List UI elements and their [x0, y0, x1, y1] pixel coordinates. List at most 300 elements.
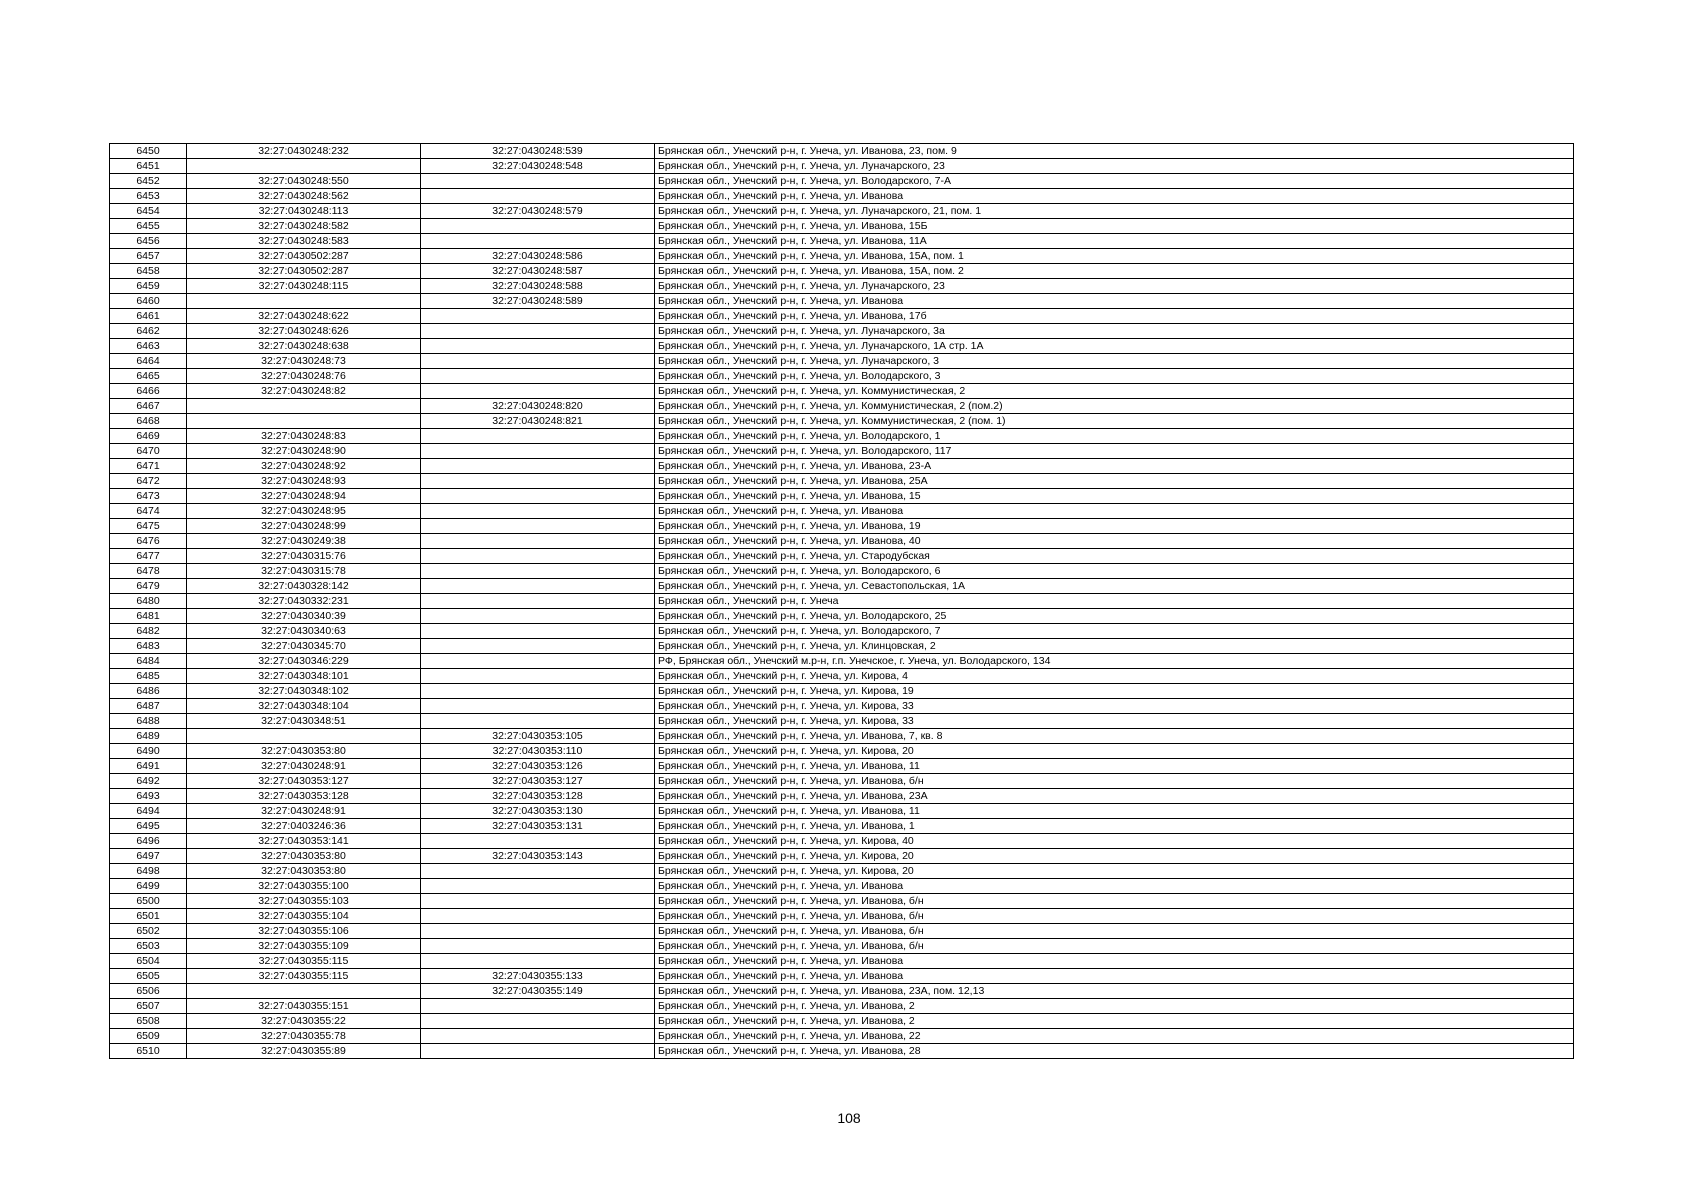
table-row	[110, 249, 1574, 264]
row-number-cell: 6450	[110, 144, 187, 159]
table-row	[110, 144, 1574, 159]
related-cadastral-number-cell	[421, 444, 655, 459]
address-cell: Брянская обл., Унечский р-н, г. Унеча, ул. Иванова, 28	[655, 1044, 1574, 1059]
address-cell: Брянская обл., Унечский р-н, г. Унеча, ул. Иванова, 19	[655, 519, 1574, 534]
row-number-cell: 6505	[110, 969, 187, 984]
cadastral-number-cell: 32:27:0430355:109	[187, 939, 421, 954]
table-row	[110, 294, 1574, 309]
related-cadastral-number-cell	[421, 234, 655, 249]
cadastral-number-cell: 32:27:0430355:22	[187, 1014, 421, 1029]
address-cell: Брянская обл., Унечский р-н, г. Унеча, ул. Иванова, 25А	[655, 474, 1574, 489]
related-cadastral-number-cell: 32:27:0430248:820	[421, 399, 655, 414]
table-row	[110, 729, 1574, 744]
table-row	[110, 549, 1574, 564]
cadastral-number-cell: 32:27:0430348:102	[187, 684, 421, 699]
cadastral-number-cell: 32:27:0430502:287	[187, 249, 421, 264]
address-cell: Брянская обл., Унечский р-н, г. Унеча, ул. Кирова, 33	[655, 714, 1574, 729]
row-number-cell: 6497	[110, 849, 187, 864]
address-cell: Брянская обл., Унечский р-н, г. Унеча, ул. Кирова, 40	[655, 834, 1574, 849]
address-cell: Брянская обл., Унечский р-н, г. Унеча, ул. Иванова	[655, 969, 1574, 984]
address-cell: Брянская обл., Унечский р-н, г. Унеча, ул. Иванова	[655, 879, 1574, 894]
address-cell: Брянская обл., Унечский р-н, г. Унеча, ул. Коммунистическая, 2 (пом.2)	[655, 399, 1574, 414]
table-row	[110, 744, 1574, 759]
table-row	[110, 639, 1574, 654]
table-row	[110, 429, 1574, 444]
cadastral-number-cell: 32:27:0430248:93	[187, 474, 421, 489]
table-row	[110, 474, 1574, 489]
table-row	[110, 579, 1574, 594]
row-number-cell: 6464	[110, 354, 187, 369]
address-cell: Брянская обл., Унечский р-н, г. Унеча, ул. Володарского, 3	[655, 369, 1574, 384]
row-number-cell: 6456	[110, 234, 187, 249]
row-number-cell: 6498	[110, 864, 187, 879]
table-row	[110, 924, 1574, 939]
cadastral-number-cell	[187, 729, 421, 744]
cadastral-number-cell: 32:27:0430502:287	[187, 264, 421, 279]
related-cadastral-number-cell: 32:27:0430353:143	[421, 849, 655, 864]
related-cadastral-number-cell	[421, 354, 655, 369]
row-number-cell: 6468	[110, 414, 187, 429]
table-row	[110, 834, 1574, 849]
cadastral-number-cell: 32:27:0430355:89	[187, 1044, 421, 1059]
address-cell: Брянская обл., Унечский р-н, г. Унеча, ул. Иванова, 2	[655, 1014, 1574, 1029]
related-cadastral-number-cell	[421, 564, 655, 579]
related-cadastral-number-cell: 32:27:0430353:105	[421, 729, 655, 744]
related-cadastral-number-cell	[421, 474, 655, 489]
table-row	[110, 564, 1574, 579]
table-row	[110, 669, 1574, 684]
table-row	[110, 699, 1574, 714]
address-cell: Брянская обл., Унечский р-н, г. Унеча, ул. Иванова, 23А	[655, 789, 1574, 804]
address-cell: Брянская обл., Унечский р-н, г. Унеча, ул. Стародубская	[655, 549, 1574, 564]
related-cadastral-number-cell	[421, 1029, 655, 1044]
registry-table	[109, 143, 1574, 1059]
address-cell: Брянская обл., Унечский р-н, г. Унеча, ул. Иванова, б/н	[655, 924, 1574, 939]
cadastral-number-cell: 32:27:0430355:106	[187, 924, 421, 939]
cadastral-number-cell: 32:27:0430248:99	[187, 519, 421, 534]
table-row	[110, 504, 1574, 519]
row-number-cell: 6482	[110, 624, 187, 639]
row-number-cell: 6487	[110, 699, 187, 714]
cadastral-number-cell: 32:27:0430340:39	[187, 609, 421, 624]
address-cell: Брянская обл., Унечский р-н, г. Унеча, ул. Кирова, 20	[655, 849, 1574, 864]
related-cadastral-number-cell	[421, 534, 655, 549]
table-row	[110, 594, 1574, 609]
row-number-cell: 6478	[110, 564, 187, 579]
table-row	[110, 534, 1574, 549]
cadastral-number-cell: 32:27:0430248:550	[187, 174, 421, 189]
address-cell: Брянская обл., Унечский р-н, г. Унеча, ул. Иванова	[655, 504, 1574, 519]
address-cell: Брянская обл., Унечский р-н, г. Унеча, ул. Иванова, 11	[655, 759, 1574, 774]
table-row	[110, 309, 1574, 324]
row-number-cell: 6491	[110, 759, 187, 774]
cadastral-number-cell: 32:27:0430248:638	[187, 339, 421, 354]
row-number-cell: 6499	[110, 879, 187, 894]
related-cadastral-number-cell: 32:27:0430248:548	[421, 159, 655, 174]
address-cell: Брянская обл., Унечский р-н, г. Унеча, ул. Луначарского, 23	[655, 279, 1574, 294]
related-cadastral-number-cell	[421, 609, 655, 624]
cadastral-number-cell: 32:27:0430328:142	[187, 579, 421, 594]
related-cadastral-number-cell	[421, 1044, 655, 1059]
cadastral-number-cell: 32:27:0430355:151	[187, 999, 421, 1014]
address-cell: Брянская обл., Унечский р-н, г. Унеча, ул. Иванова, 17б	[655, 309, 1574, 324]
table-row	[110, 219, 1574, 234]
related-cadastral-number-cell	[421, 489, 655, 504]
cadastral-number-cell: 32:27:0430248:91	[187, 804, 421, 819]
row-number-cell: 6460	[110, 294, 187, 309]
row-number-cell: 6501	[110, 909, 187, 924]
row-number-cell: 6471	[110, 459, 187, 474]
cadastral-number-cell	[187, 159, 421, 174]
related-cadastral-number-cell	[421, 714, 655, 729]
table-row	[110, 819, 1574, 834]
address-cell: Брянская обл., Унечский р-н, г. Унеча, ул. Иванова, 15А, пом. 2	[655, 264, 1574, 279]
cadastral-number-cell: 32:27:0430248:94	[187, 489, 421, 504]
cadastral-number-cell: 32:27:0430248:82	[187, 384, 421, 399]
cadastral-number-cell: 32:27:0430248:73	[187, 354, 421, 369]
cadastral-number-cell: 32:27:0430353:80	[187, 864, 421, 879]
row-number-cell: 6509	[110, 1029, 187, 1044]
row-number-cell: 6503	[110, 939, 187, 954]
table-row	[110, 789, 1574, 804]
row-number-cell: 6508	[110, 1014, 187, 1029]
address-cell: Брянская обл., Унечский р-н, г. Унеча, ул. Луначарского, 3а	[655, 324, 1574, 339]
address-cell: Брянская обл., Унечский р-н, г. Унеча, ул. Иванова, 11	[655, 804, 1574, 819]
table-row	[110, 339, 1574, 354]
address-cell: Брянская обл., Унечский р-н, г. Унеча, ул. Коммунистическая, 2 (пом. 1)	[655, 414, 1574, 429]
cadastral-number-cell: 32:27:0430355:115	[187, 954, 421, 969]
related-cadastral-number-cell	[421, 999, 655, 1014]
table-row	[110, 684, 1574, 699]
related-cadastral-number-cell: 32:27:0430353:126	[421, 759, 655, 774]
address-cell: Брянская обл., Унечский р-н, г. Унеча, ул. Иванова, 1	[655, 819, 1574, 834]
address-cell: Брянская обл., Унечский р-н, г. Унеча, ул. Луначарского, 1А стр. 1А	[655, 339, 1574, 354]
row-number-cell: 6472	[110, 474, 187, 489]
related-cadastral-number-cell	[421, 894, 655, 909]
address-cell: Брянская обл., Унечский р-н, г. Унеча, ул. Иванова, 15	[655, 489, 1574, 504]
row-number-cell: 6476	[110, 534, 187, 549]
row-number-cell: 6496	[110, 834, 187, 849]
row-number-cell: 6459	[110, 279, 187, 294]
related-cadastral-number-cell	[421, 459, 655, 474]
table-row	[110, 999, 1574, 1014]
cadastral-number-cell	[187, 294, 421, 309]
address-cell: Брянская обл., Унечский р-н, г. Унеча, ул. Коммунистическая, 2	[655, 384, 1574, 399]
related-cadastral-number-cell	[421, 699, 655, 714]
address-cell: Брянская обл., Унечский р-н, г. Унеча, ул. Кирова, 20	[655, 744, 1574, 759]
table-row	[110, 519, 1574, 534]
cadastral-number-cell: 32:27:0430353:127	[187, 774, 421, 789]
cadastral-number-cell: 32:27:0430355:103	[187, 894, 421, 909]
address-cell: Брянская обл., Унечский р-н, г. Унеча, ул. Иванова	[655, 294, 1574, 309]
related-cadastral-number-cell: 32:27:0430353:128	[421, 789, 655, 804]
related-cadastral-number-cell	[421, 219, 655, 234]
table-row	[110, 354, 1574, 369]
table-row	[110, 1014, 1574, 1029]
related-cadastral-number-cell: 32:27:0430248:579	[421, 204, 655, 219]
table-row	[110, 984, 1574, 999]
row-number-cell: 6454	[110, 204, 187, 219]
cadastral-number-cell: 32:27:0430315:76	[187, 549, 421, 564]
address-cell: Брянская обл., Унечский р-н, г. Унеча, ул. Иванова, 22	[655, 1029, 1574, 1044]
cadastral-number-cell: 32:27:0430355:100	[187, 879, 421, 894]
address-cell: Брянская обл., Унечский р-н, г. Унеча, ул. Иванова, 11А	[655, 234, 1574, 249]
related-cadastral-number-cell	[421, 384, 655, 399]
cadastral-number-cell	[187, 984, 421, 999]
row-number-cell: 6500	[110, 894, 187, 909]
row-number-cell: 6475	[110, 519, 187, 534]
cadastral-number-cell: 32:27:0430248:232	[187, 144, 421, 159]
cadastral-number-cell: 32:27:0430332:231	[187, 594, 421, 609]
related-cadastral-number-cell: 32:27:0430353:127	[421, 774, 655, 789]
table-row	[110, 324, 1574, 339]
related-cadastral-number-cell: 32:27:0430248:539	[421, 144, 655, 159]
address-cell: Брянская обл., Унечский р-н, г. Унеча	[655, 594, 1574, 609]
cadastral-number-cell: 32:27:0430353:80	[187, 744, 421, 759]
cadastral-number-cell	[187, 399, 421, 414]
related-cadastral-number-cell	[421, 924, 655, 939]
row-number-cell: 6504	[110, 954, 187, 969]
cadastral-number-cell: 32:27:0430348:101	[187, 669, 421, 684]
related-cadastral-number-cell: 32:27:0430353:130	[421, 804, 655, 819]
address-cell: Брянская обл., Унечский р-н, г. Унеча, ул. Володарского, 6	[655, 564, 1574, 579]
row-number-cell: 6467	[110, 399, 187, 414]
address-cell: Брянская обл., Унечский р-н, г. Унеча, ул. Иванова, 40	[655, 534, 1574, 549]
address-cell: Брянская обл., Унечский р-н, г. Унеча, ул. Кирова, 4	[655, 669, 1574, 684]
related-cadastral-number-cell: 32:27:0430248:587	[421, 264, 655, 279]
related-cadastral-number-cell	[421, 174, 655, 189]
row-number-cell: 6463	[110, 339, 187, 354]
related-cadastral-number-cell	[421, 639, 655, 654]
cadastral-number-cell: 32:27:0430248:83	[187, 429, 421, 444]
table-row	[110, 264, 1574, 279]
related-cadastral-number-cell	[421, 879, 655, 894]
related-cadastral-number-cell	[421, 1014, 655, 1029]
cadastral-number-cell: 32:27:0430355:78	[187, 1029, 421, 1044]
row-number-cell: 6473	[110, 489, 187, 504]
cadastral-number-cell: 32:27:0430355:104	[187, 909, 421, 924]
address-cell: Брянская обл., Унечский р-н, г. Унеча, ул. Иванова, 7, кв. 8	[655, 729, 1574, 744]
row-number-cell: 6495	[110, 819, 187, 834]
related-cadastral-number-cell: 32:27:0430248:821	[421, 414, 655, 429]
table-row	[110, 609, 1574, 624]
row-number-cell: 6451	[110, 159, 187, 174]
row-number-cell: 6488	[110, 714, 187, 729]
row-number-cell: 6452	[110, 174, 187, 189]
row-number-cell: 6484	[110, 654, 187, 669]
table-row	[110, 234, 1574, 249]
row-number-cell: 6469	[110, 429, 187, 444]
table-row	[110, 759, 1574, 774]
related-cadastral-number-cell	[421, 834, 655, 849]
table-row	[110, 1044, 1574, 1059]
table-row	[110, 369, 1574, 384]
row-number-cell: 6462	[110, 324, 187, 339]
row-number-cell: 6479	[110, 579, 187, 594]
related-cadastral-number-cell: 32:27:0430248:588	[421, 279, 655, 294]
address-cell: РФ, Брянская обл., Унечский м.р-н, г.п. Унечское, г. Унеча, ул. Володарского, 134	[655, 654, 1574, 669]
address-cell: Брянская обл., Унечский р-н, г. Унеча, ул. Иванова, 2	[655, 999, 1574, 1014]
address-cell: Брянская обл., Унечский р-н, г. Унеча, ул. Иванова	[655, 954, 1574, 969]
row-number-cell: 6485	[110, 669, 187, 684]
cadastral-number-cell: 32:27:0430248:76	[187, 369, 421, 384]
address-cell: Брянская обл., Унечский р-н, г. Унеча, ул. Иванова, 23, пом. 9	[655, 144, 1574, 159]
cadastral-number-cell: 32:27:0430353:128	[187, 789, 421, 804]
address-cell: Брянская обл., Унечский р-н, г. Унеча, ул. Иванова, б/н	[655, 894, 1574, 909]
table-row	[110, 399, 1574, 414]
related-cadastral-number-cell: 32:27:0430355:149	[421, 984, 655, 999]
table-row	[110, 159, 1574, 174]
cadastral-number-cell: 32:27:0403246:36	[187, 819, 421, 834]
cadastral-number-cell: 32:27:0430345:70	[187, 639, 421, 654]
row-number-cell: 6493	[110, 789, 187, 804]
cadastral-number-cell: 32:27:0430346:229	[187, 654, 421, 669]
table-row	[110, 489, 1574, 504]
cadastral-number-cell: 32:27:0430353:141	[187, 834, 421, 849]
cadastral-number-cell	[187, 414, 421, 429]
row-number-cell: 6461	[110, 309, 187, 324]
cadastral-number-cell: 32:27:0430353:80	[187, 849, 421, 864]
address-cell: Брянская обл., Унечский р-н, г. Унеча, ул. Иванова, 15А, пом. 1	[655, 249, 1574, 264]
row-number-cell: 6466	[110, 384, 187, 399]
related-cadastral-number-cell	[421, 909, 655, 924]
table-row	[110, 774, 1574, 789]
address-cell: Брянская обл., Унечский р-н, г. Унеча, ул. Иванова, 15Б	[655, 219, 1574, 234]
table-row	[110, 849, 1574, 864]
related-cadastral-number-cell	[421, 324, 655, 339]
related-cadastral-number-cell: 32:27:0430248:589	[421, 294, 655, 309]
table-row	[110, 459, 1574, 474]
table-row	[110, 384, 1574, 399]
row-number-cell: 6457	[110, 249, 187, 264]
row-number-cell: 6510	[110, 1044, 187, 1059]
row-number-cell: 6470	[110, 444, 187, 459]
related-cadastral-number-cell	[421, 669, 655, 684]
table-row	[110, 279, 1574, 294]
row-number-cell: 6486	[110, 684, 187, 699]
address-cell: Брянская обл., Унечский р-н, г. Унеча, ул. Кирова, 33	[655, 699, 1574, 714]
cadastral-number-cell: 32:27:0430340:63	[187, 624, 421, 639]
cadastral-number-cell: 32:27:0430248:92	[187, 459, 421, 474]
row-number-cell: 6502	[110, 924, 187, 939]
related-cadastral-number-cell	[421, 339, 655, 354]
row-number-cell: 6481	[110, 609, 187, 624]
table-row	[110, 879, 1574, 894]
related-cadastral-number-cell: 32:27:0430248:586	[421, 249, 655, 264]
address-cell: Брянская обл., Унечский р-н, г. Унеча, ул. Володарского, 7	[655, 624, 1574, 639]
related-cadastral-number-cell	[421, 309, 655, 324]
cadastral-number-cell: 32:27:0430315:78	[187, 564, 421, 579]
page-number: 108	[837, 1110, 861, 1126]
table-row	[110, 624, 1574, 639]
table-row	[110, 189, 1574, 204]
row-number-cell: 6494	[110, 804, 187, 819]
table-row	[110, 939, 1574, 954]
address-cell: Брянская обл., Унечский р-н, г. Унеча, ул. Володарского, 7-А	[655, 174, 1574, 189]
related-cadastral-number-cell	[421, 504, 655, 519]
table-row	[110, 969, 1574, 984]
related-cadastral-number-cell: 32:27:0430353:131	[421, 819, 655, 834]
table-row	[110, 714, 1574, 729]
row-number-cell: 6477	[110, 549, 187, 564]
related-cadastral-number-cell	[421, 519, 655, 534]
address-cell: Брянская обл., Унечский р-н, г. Унеча, ул. Луначарского, 3	[655, 354, 1574, 369]
cadastral-number-cell: 32:27:0430348:51	[187, 714, 421, 729]
table-row	[110, 444, 1574, 459]
cadastral-number-cell: 32:27:0430249:38	[187, 534, 421, 549]
address-cell: Брянская обл., Унечский р-н, г. Унеча, ул. Иванова, 23А, пом. 12,13	[655, 984, 1574, 999]
cadastral-number-cell: 32:27:0430248:582	[187, 219, 421, 234]
address-cell: Брянская обл., Унечский р-н, г. Унеча, ул. Володарского, 25	[655, 609, 1574, 624]
row-number-cell: 6480	[110, 594, 187, 609]
related-cadastral-number-cell	[421, 549, 655, 564]
table-row	[110, 909, 1574, 924]
cadastral-number-cell: 32:27:0430248:626	[187, 324, 421, 339]
row-number-cell: 6489	[110, 729, 187, 744]
address-cell: Брянская обл., Унечский р-н, г. Унеча, ул. Луначарского, 23	[655, 159, 1574, 174]
address-cell: Брянская обл., Унечский р-н, г. Унеча, ул. Севастопольская, 1А	[655, 579, 1574, 594]
row-number-cell: 6507	[110, 999, 187, 1014]
address-cell: Брянская обл., Унечский р-н, г. Унеча, ул. Иванова, б/н	[655, 774, 1574, 789]
cadastral-number-cell: 32:27:0430248:95	[187, 504, 421, 519]
table-row	[110, 654, 1574, 669]
related-cadastral-number-cell	[421, 684, 655, 699]
related-cadastral-number-cell	[421, 954, 655, 969]
cadastral-number-cell: 32:27:0430248:583	[187, 234, 421, 249]
table-row	[110, 1029, 1574, 1044]
row-number-cell: 6455	[110, 219, 187, 234]
related-cadastral-number-cell: 32:27:0430355:133	[421, 969, 655, 984]
address-cell: Брянская обл., Унечский р-н, г. Унеча, ул. Кирова, 19	[655, 684, 1574, 699]
table-row	[110, 954, 1574, 969]
address-cell: Брянская обл., Унечский р-н, г. Унеча, ул. Иванова, б/н	[655, 909, 1574, 924]
related-cadastral-number-cell	[421, 189, 655, 204]
cadastral-number-cell: 32:27:0430348:104	[187, 699, 421, 714]
table-row	[110, 804, 1574, 819]
address-cell: Брянская обл., Унечский р-н, г. Унеча, ул. Иванова	[655, 189, 1574, 204]
address-cell: Брянская обл., Унечский р-н, г. Унеча, ул. Володарского, 117	[655, 444, 1574, 459]
related-cadastral-number-cell	[421, 579, 655, 594]
row-number-cell: 6483	[110, 639, 187, 654]
related-cadastral-number-cell: 32:27:0430353:110	[421, 744, 655, 759]
cadastral-number-cell: 32:27:0430248:562	[187, 189, 421, 204]
table-row	[110, 174, 1574, 189]
table-row	[110, 204, 1574, 219]
related-cadastral-number-cell	[421, 939, 655, 954]
address-cell: Брянская обл., Унечский р-н, г. Унеча, ул. Луначарского, 21, пом. 1	[655, 204, 1574, 219]
related-cadastral-number-cell	[421, 594, 655, 609]
cadastral-number-cell: 32:27:0430248:113	[187, 204, 421, 219]
cadastral-number-cell: 32:27:0430248:91	[187, 759, 421, 774]
row-number-cell: 6474	[110, 504, 187, 519]
address-cell: Брянская обл., Унечский р-н, г. Унеча, ул. Иванова, 23-А	[655, 459, 1574, 474]
related-cadastral-number-cell	[421, 624, 655, 639]
table-row	[110, 894, 1574, 909]
registry-table-body	[110, 144, 1574, 1059]
cadastral-number-cell: 32:27:0430248:90	[187, 444, 421, 459]
row-number-cell: 6465	[110, 369, 187, 384]
related-cadastral-number-cell	[421, 654, 655, 669]
table-row	[110, 414, 1574, 429]
related-cadastral-number-cell	[421, 864, 655, 879]
row-number-cell: 6492	[110, 774, 187, 789]
address-cell: Брянская обл., Унечский р-н, г. Унеча, ул. Иванова, б/н	[655, 939, 1574, 954]
cadastral-number-cell: 32:27:0430248:115	[187, 279, 421, 294]
cadastral-number-cell: 32:27:0430355:115	[187, 969, 421, 984]
row-number-cell: 6506	[110, 984, 187, 999]
cadastral-number-cell: 32:27:0430248:622	[187, 309, 421, 324]
table-row	[110, 864, 1574, 879]
